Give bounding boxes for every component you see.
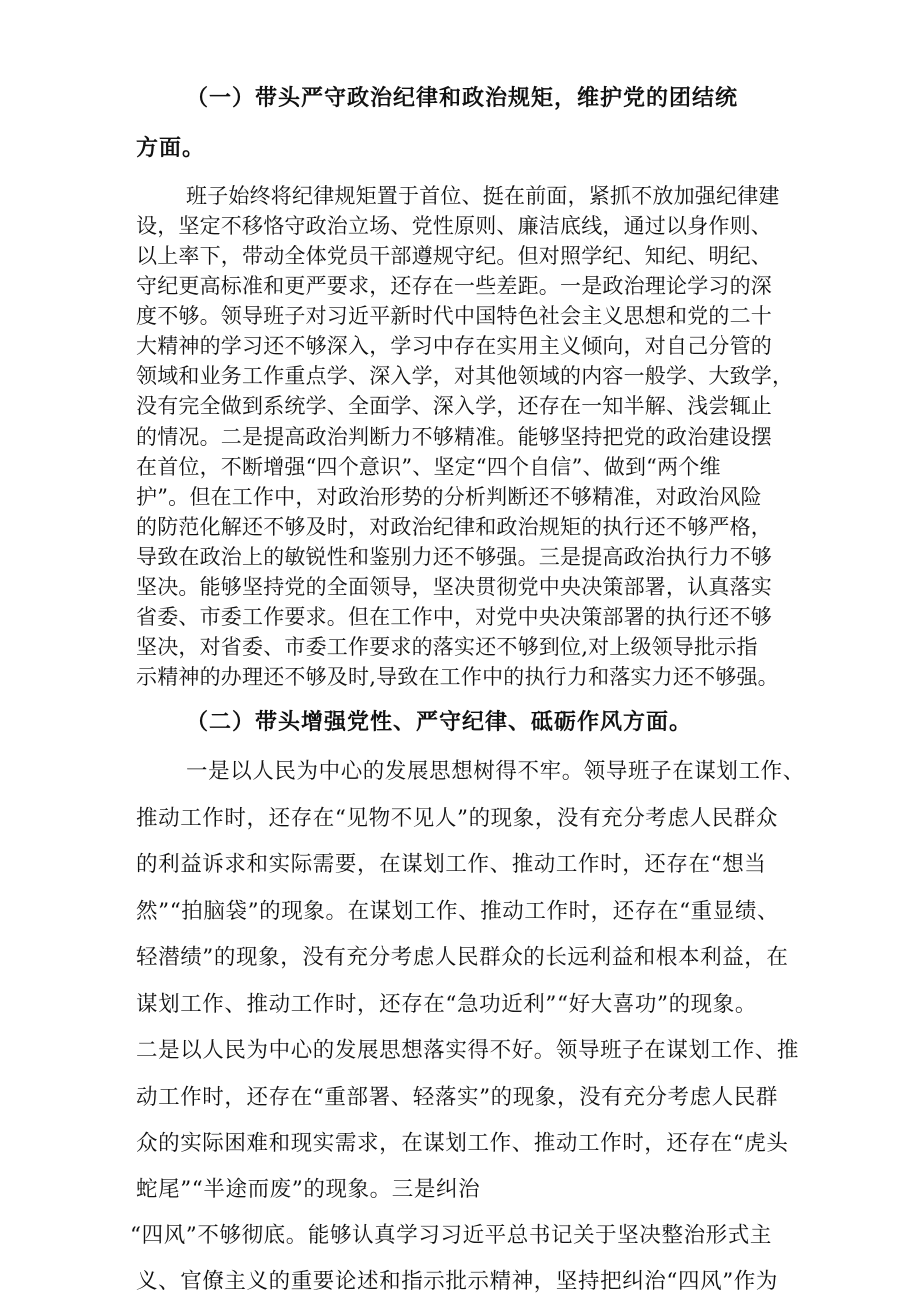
- section1-heading-line1: （一）带头严守政治纪律和政治规矩，维护党的团结统: [186, 86, 739, 111]
- paragraph-line: 省委、市委工作要求。但在工作中，对党中央决策部署的执行还不够: [136, 605, 772, 629]
- paragraph-line: 没有完全做到系统学、全面学、深入学，还存在一知半解、浅尝辄止: [136, 394, 772, 418]
- paragraph-line: 的情况。二是提高政治判断力不够精准。能够坚持把党的政治建设摆: [136, 425, 772, 449]
- paragraph-line: 然”“拍脑袋”的现象。在谋划工作、推动工作时，还存在“重显绩、: [136, 899, 780, 924]
- paragraph-line: 的利益诉求和实际需要，在谋划工作、推动工作时，还存在“想当: [136, 852, 767, 877]
- paragraph-line: 以上率下，带动全体党员干部遵规守纪。但对照学纪、知纪、明纪、: [136, 244, 772, 268]
- paragraph-line: 设，坚定不移恪守政治立场、党性原则、廉洁底线，通过以身作则、: [136, 214, 772, 238]
- paragraph-line: 导致在政治上的敏锐性和鉴别力还不够强。三是提高政治执行力不够: [136, 545, 772, 569]
- paragraph-line: 领域和业务工作重点学、深入学，对其他领域的内容一般学、大致学，: [136, 364, 794, 388]
- paragraph-line: 推动工作时，还存在“见物不见人”的现象，没有充分考虑人民群众: [136, 806, 778, 831]
- paragraph-line: 守纪更高标准和更严要求，还存在一些差距。一是政治理论学习的深: [136, 274, 772, 298]
- paragraph-line: 蛇尾”“半途而废”的现象。三是纠治: [136, 1177, 481, 1202]
- paragraph-line: 义、官僚主义的重要论述和指示批示精神，坚持把纠治“四风”作为: [136, 1269, 778, 1294]
- section2-heading: （二）带头增强党性、严守纪律、砥砺作风方面。: [186, 710, 693, 735]
- paragraph-line: 坚决，对省委、市委工作要求的落实还不够到位,对上级领导批示指: [136, 635, 758, 659]
- paragraph-line: 护”。但在工作中，对政治形势的分析判断还不够精准，对政治风险: [136, 485, 762, 509]
- paragraph-line: 班子始终将纪律规矩置于首位、挺在前面，紧抓不放加强纪律建: [186, 184, 780, 208]
- paragraph-line: 谋划工作、推动工作时，还存在“急功近利”“好大喜功”的现象。: [136, 992, 757, 1017]
- paragraph-line: 动工作时，还存在“重部署、轻落实”的现象，没有充分考虑人民群: [136, 1085, 778, 1110]
- paragraph-line: 示精神的办理还不够及时,导致在工作中的执行力和落实力还不够强。: [136, 665, 779, 689]
- paragraph-line: “四风”不够彻底。能够认真学习习近平总书记关于坚决整治形式主: [130, 1223, 772, 1248]
- section1-heading-line2: 方面。: [136, 136, 206, 161]
- paragraph-line: 大精神的学习还不够深入，学习中存在实用主义倾向，对自己分管的: [136, 334, 772, 358]
- paragraph-line: 在首位，不断增强“四个意识”、坚定“四个自信”、做到“两个维: [136, 455, 721, 479]
- paragraph-line: 众的实际困难和现实需求，在谋划工作、推动工作时，还存在“虎头: [136, 1131, 789, 1156]
- paragraph-line: 度不够。领导班子对习近平新时代中国特色社会主义思想和党的二十: [136, 304, 772, 328]
- paragraph-line: 坚决。能够坚持党的全面领导，坚决贯彻党中央决策部署，认真落实: [136, 575, 772, 599]
- paragraph-line: 轻潜绩”的现象，没有充分考虑人民群众的长远利益和根本利益，在: [136, 945, 789, 970]
- paragraph-line: 一是以人民为中心的发展思想树得不牢。领导班子在谋划工作、: [186, 759, 805, 784]
- paragraph-line: 的防范化解还不够及时，对政治纪律和政治规矩的执行还不够严格，: [136, 515, 772, 539]
- paragraph-line: 二是以人民为中心的发展思想落实得不好。领导班子在谋划工作、推: [136, 1038, 800, 1063]
